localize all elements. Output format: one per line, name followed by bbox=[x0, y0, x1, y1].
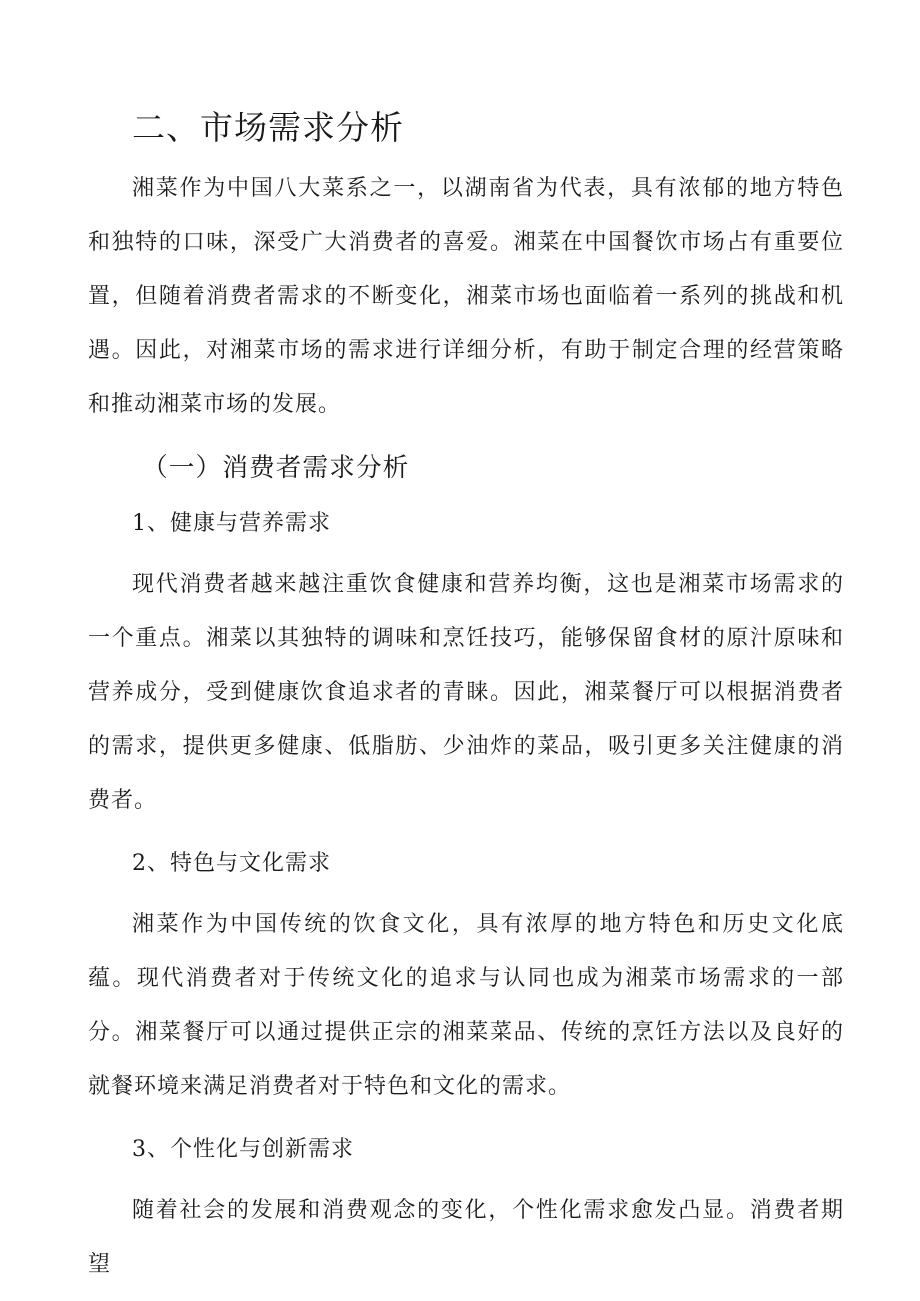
document-body bbox=[88, 100, 844, 1300]
intro-paragraph: 湘菜作为中国八大菜系之一，以湖南省为代表，具有浓郁的地方特色和独特的口味，深受广大消费者的喜爱。湘菜在中国餐饮市场占有重要位置，但随着消费者需求的不断变化，湘菜市场也面临着一系列的挑战和机遇。因此，对湘菜市场的需求进行详细分析，有助于制定合理的经营策略和推动湘菜市场的发展。 bbox=[88, 176, 844, 417]
item-title-innovation: 3、个性化与创新需求 bbox=[132, 1137, 354, 1162]
subsection-title: （一）消费者需求分析 bbox=[142, 453, 410, 483]
item-title-health: 1、健康与营养需求 bbox=[132, 511, 331, 536]
item-paragraph-culture: 湘菜作为中国传统的饮食文化，具有浓厚的地方特色和历史文化底蕴。现代消费者对于传统文化的追求与认同也成为湘菜市场需求的一部分。湘菜餐厅可以通过提供正宗的湘菜菜品、传统的烹饪方法以及良好的就餐环境来满足消费者对于特色和文化的需求。 bbox=[88, 912, 844, 1099]
item-paragraph-health: 现代消费者越来越注重饮食健康和营养均衡，这也是湘菜市场需求的一个重点。湘菜以其独特的调味和烹饪技巧，能够保留食材的原汁原味和营养成分，受到健康饮食追求者的青睐。因此，湘菜餐厅可以根据消费者的需求，提供更多健康、低脂肪、少油炸的菜品，吸引更多关注健康的消费者。 bbox=[88, 572, 844, 813]
section-title: 二、市场需求分析 bbox=[132, 108, 404, 147]
item-paragraph-innovation: 随着社会的发展和消费观念的变化，个性化需求愈发凸显。消费者期望 bbox=[88, 1198, 844, 1277]
item-title-culture: 2、特色与文化需求 bbox=[132, 851, 331, 876]
